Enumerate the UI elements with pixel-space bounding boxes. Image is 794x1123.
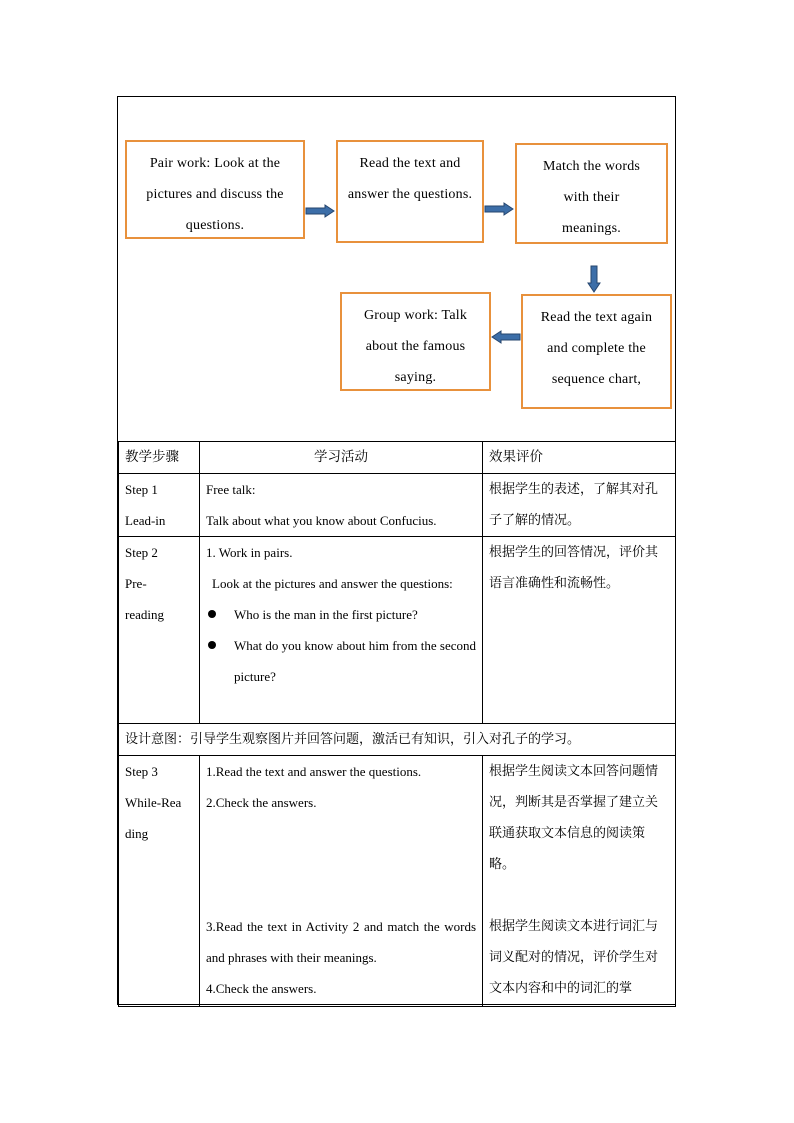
table-header-row [119, 442, 676, 474]
lesson-table [118, 441, 676, 1007]
activity-line: Free talk: [206, 482, 256, 497]
step-stage: Lead-in [125, 513, 166, 528]
activity-cell [200, 537, 483, 724]
activity-line: 1. Work in pairs. [206, 545, 293, 560]
step-number: Step 1 [125, 482, 158, 497]
evaluation-cell: 根据学生的表述，了解其对孔子了解的情况。 [483, 474, 676, 537]
arrow-right-icon [305, 204, 335, 218]
bullet-item [206, 630, 476, 692]
table-row [119, 537, 676, 724]
step-cell [119, 537, 200, 724]
evaluation-text: 根据学生阅读文本回答问题情况，判断其是否掌握了建立关联通获取文本信息的阅读策略。 [489, 764, 659, 872]
flow-box-sequence-chart: Read the text again and complete the sequence chart, [521, 294, 672, 409]
flowchart [118, 97, 675, 441]
activity-cell [200, 756, 483, 1007]
step-cell [119, 474, 200, 537]
table-row [119, 756, 676, 1007]
bullet-text: Who is the man in the first picture? [234, 607, 418, 622]
bullet-item [206, 599, 476, 630]
bullet-text: What do you know about him from the second picture? [234, 638, 476, 684]
design-intent: 设计意图：引导学生观察图片并回答问题，激活已有知识，引入对孔子的学习。 [119, 724, 676, 756]
flow-box-group-work: Group work: Talk about the famous saying. [340, 292, 491, 391]
lesson-plan-frame [117, 96, 676, 1005]
evaluation-text: 根据学生阅读文本进行词汇与词义配对的情况，评价学生对文本内容和中的词汇的掌 [489, 919, 659, 996]
activity-line: Look at the pictures and answer the questions: [212, 576, 453, 591]
header-activities: 学习活动 [200, 442, 483, 474]
evaluation-cell [483, 756, 676, 1007]
activity-line: 4.Check the answers. [206, 981, 317, 996]
step-stage: While-Rea [125, 795, 182, 810]
activity-cell [200, 474, 483, 537]
arrow-left-icon [491, 330, 521, 344]
step-number: Step 3 [125, 764, 158, 779]
activity-line: 3.Read the text in Activity 2 and match the words and phrases with their meanings. [206, 919, 476, 965]
step-number: Step 2 [125, 545, 158, 560]
step-cell [119, 756, 200, 1007]
bullet-dot-icon [208, 641, 216, 649]
bullet-dot-icon [208, 610, 216, 618]
activity-line: Talk about what you know about Confucius. [206, 513, 437, 528]
table-row [119, 724, 676, 756]
flow-box-read-answer: Read the text and answer the questions. [336, 140, 484, 243]
flow-box-pair-work: Pair work: Look at the pictures and discuss the questions. [125, 140, 305, 239]
activity-line: 2.Check the answers. [206, 795, 317, 810]
arrow-down-icon [587, 265, 601, 293]
step-stage: ding [125, 826, 149, 841]
activity-line: 1.Read the text and answer the questions. [206, 764, 422, 779]
evaluation-cell: 根据学生的回答情况，评价其语言准确性和流畅性。 [483, 537, 676, 724]
spacer [206, 818, 476, 911]
step-stage: reading [125, 607, 164, 622]
flow-box-match-words: Match the words with their meanings. [515, 143, 668, 244]
arrow-right-icon [484, 202, 514, 216]
spacer [489, 880, 669, 911]
step-stage: Pre- [125, 576, 147, 591]
header-steps: 教学步骤 [119, 442, 200, 474]
table-row [119, 474, 676, 537]
header-evaluation: 效果评价 [483, 442, 676, 474]
